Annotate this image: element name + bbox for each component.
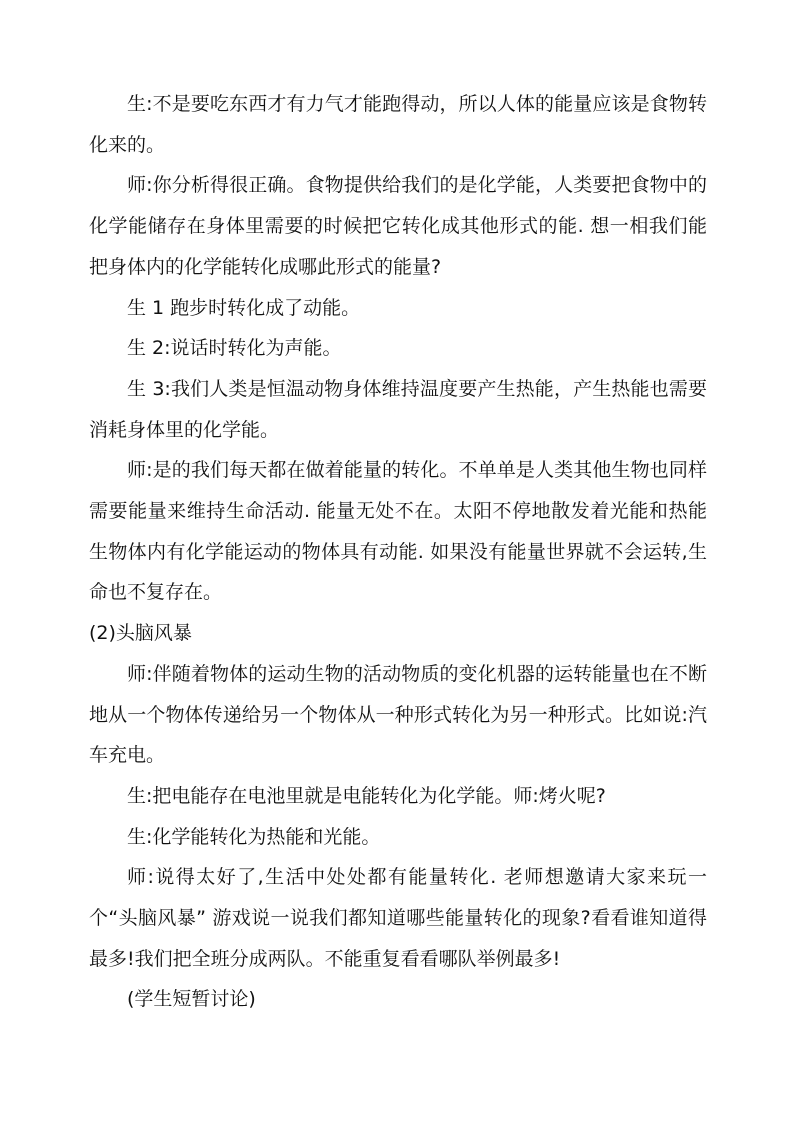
- paragraph-student-battery: 生:把电能存在电池里就是电能转化为化学能。师:烤火呢?: [127, 784, 606, 807]
- paragraph-teacher-energy-transfer: 师:伴随着物体的运动生物的活动物质的变化机器的运转能量也在不断地从一个物体传递给另一个物体从一种形式转化为另一种形式。比如说:汽车充电。: [89, 662, 707, 767]
- paragraph-teacher-energy-everywhere: 师:是的我们每天都在做着能量的转化。不单单是人类其他生物也同样需要能量来维持生命活动. 能量无处不在。太阳不停地散发着光能和热能生物体内有化学能运动的物体具有动能. 如果没有能量世界就不会运转,生命也不复存在。: [89, 459, 707, 604]
- section-heading-brainstorm: (2)头脑风暴: [89, 622, 192, 645]
- paragraph-student-discussion: (学生短暂讨论): [127, 988, 256, 1011]
- paragraph-teacher-game: 师:说得太好了,生活中处处都有能量转化. 老师想邀请大家来玩一个“头脑风暴” 游戏说一说我们都知道哪些能量转化的现象?看看谁知道得最多!我们把全班分成两队。不能重复看看哪队举例最多!: [89, 866, 707, 970]
- paragraph-student-3-heat: 生 3:我们人类是恒温动物身体维持温度要产生热能，产生热能也需要消耗身体里的化学能。: [89, 377, 707, 441]
- document-body: [89, 84, 707, 1020]
- paragraph-student-1-kinetic: 生 1 跑步时转化成了动能。: [127, 296, 361, 319]
- paragraph-teacher-chemical-energy: 师:你分析得很正确。食物提供给我们的是化学能，人类要把食物中的化学能储存在身体里需要的时候把它转化成其他形式的能. 想一相我们能把身体内的化学能转化成哪此形式的能量?: [89, 174, 707, 278]
- paragraph-student-2-sound: 生 2:说话时转化为声能。: [127, 337, 342, 360]
- paragraph-student-food-energy: 生:不是要吃东西才有力气才能跑得动，所以人体的能量应该是食物转化来的。: [89, 93, 707, 156]
- paragraph-student-fire: 生:化学能转化为热能和光能。: [127, 825, 381, 848]
